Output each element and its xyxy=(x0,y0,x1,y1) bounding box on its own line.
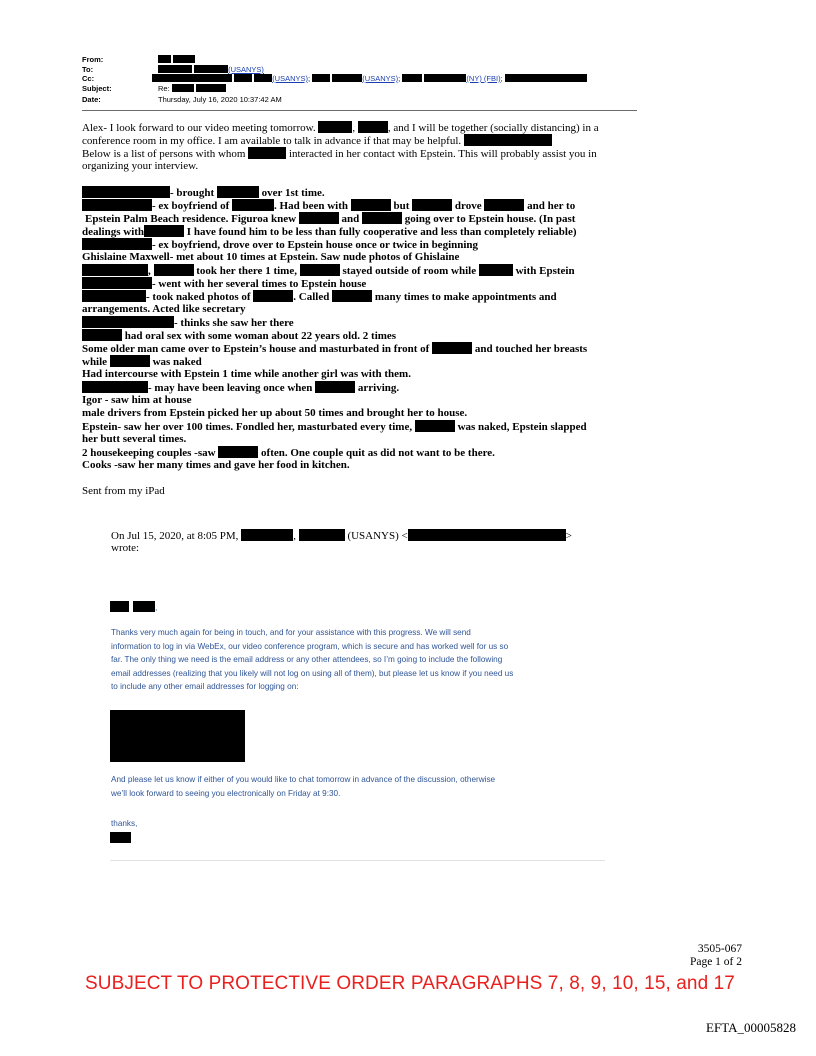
intro-line-3: Below is a list of persons with whom interacted in her contact with Epstein. This will probably assist you in xyxy=(82,148,597,160)
date-value: Thursday, July 16, 2020 10:37:42 AM xyxy=(158,95,282,104)
list-item: - ex boyfriend of . Had been with but drove and her to xyxy=(82,199,575,213)
cc-link-2[interactable]: (USANYS) xyxy=(362,74,399,83)
list-item: - went with her several times to Epstein house xyxy=(82,277,366,291)
redaction xyxy=(82,199,152,211)
redaction xyxy=(253,290,293,302)
redaction xyxy=(299,529,345,541)
quoted-greeting: , xyxy=(110,597,157,615)
redaction xyxy=(82,290,146,302)
redaction xyxy=(300,264,340,276)
cc-label: Cc: xyxy=(82,74,95,83)
list-item: male drivers from Epstein picked her up about 50 times and brought her to house. xyxy=(82,407,468,419)
list-item: - took naked photos of . Called many times to make appointments and xyxy=(82,290,557,304)
redaction xyxy=(318,121,352,133)
redaction xyxy=(110,832,131,843)
page-of: Page 1 of 2 xyxy=(689,956,742,968)
redaction xyxy=(362,212,402,224)
list-item: Igor - saw him at house xyxy=(82,394,192,406)
redaction xyxy=(82,264,148,276)
redaction xyxy=(158,65,192,73)
redaction xyxy=(412,199,452,211)
from-value xyxy=(158,55,195,65)
redaction xyxy=(232,199,274,211)
page-number-block xyxy=(690,943,742,969)
redaction xyxy=(82,329,122,341)
list-item: Had intercourse with Epstein 1 time while another girl was with them. xyxy=(82,368,411,380)
redaction xyxy=(196,84,226,92)
list-item: arrangements. Acted like secretary xyxy=(82,303,246,315)
quoted-paragraph-2: And please let us know if either of you would like to chat tomorrow in advance of the discussion, otherwise we’ll look forward to seeing you electronically on Friday at 9:30. xyxy=(111,775,496,798)
date-label: Date: xyxy=(82,95,101,104)
redaction xyxy=(332,74,362,82)
redaction xyxy=(110,601,129,612)
list-item: - brought over 1st time. xyxy=(82,186,325,200)
quoted-paragraph-1: Thanks very much again for being in touch, and for your assistance with this progress. We will send information to log in via WebEx, our video conference program, which is secure and has worked well for us so far. The only thing we need is the email address or any other attendees, so I’m going to include the following email addresses (realizing that you likely will not log on using all of them), but please let us know if you need us to include any other email addresses for logging on: xyxy=(111,628,514,692)
redaction xyxy=(234,74,252,82)
subject-prefix: Re: xyxy=(158,84,170,93)
redaction xyxy=(82,381,148,393)
list-item: had oral sex with some woman about 22 years old. 2 times xyxy=(82,329,396,343)
list-item: Cooks -saw her many times and gave her food in kitchen. xyxy=(82,459,350,471)
redaction xyxy=(432,342,472,354)
redaction xyxy=(424,74,446,82)
to-label: To: xyxy=(82,65,94,74)
bates-number: EFTA_00005828 xyxy=(706,1020,796,1035)
subject-value xyxy=(158,84,226,94)
redaction xyxy=(173,55,195,63)
redaction xyxy=(82,277,110,289)
redaction xyxy=(133,601,155,612)
cc-value[interactable]: (USANYS); (USANYS); (NY) (FBI); xyxy=(152,74,587,84)
redaction xyxy=(479,264,513,276)
list-item: - ex boyfriend, drove over to Epstein house once or twice in beginning xyxy=(82,238,478,252)
redaction xyxy=(332,290,372,302)
redaction xyxy=(218,446,258,458)
quoted-attribution: On Jul 15, 2020, at 8:05 PM, , (USANYS) < > xyxy=(111,530,572,542)
redaction-block xyxy=(110,710,245,762)
subject-label: Subject: xyxy=(82,84,112,93)
list-item: Some older man came over to Epstein’s house and masturbated in front of and touched her breasts xyxy=(82,343,588,355)
doc-number: 3505-067 xyxy=(697,943,742,955)
quoted-thanks: thanks, xyxy=(111,819,138,828)
redaction xyxy=(241,529,293,541)
redaction xyxy=(152,74,232,82)
header-divider xyxy=(82,110,637,111)
list-item: - thinks she saw her there xyxy=(82,316,294,330)
sent-from: Sent from my iPad xyxy=(82,485,165,497)
list-item: dealings with I have found him to be less than fully cooperative and less than completely reliable) xyxy=(82,226,577,238)
redaction xyxy=(154,264,194,276)
redaction xyxy=(464,134,552,146)
redaction xyxy=(315,381,355,393)
list-item: Epstein- saw her over 100 times. Fondled her, masturbated every time, was naked, Epstein slapped xyxy=(82,421,587,433)
redaction xyxy=(254,74,272,82)
redaction xyxy=(144,225,184,237)
list-item: - may have been leaving once when arriving. xyxy=(82,381,399,395)
redaction xyxy=(351,199,391,211)
redaction xyxy=(217,186,259,198)
redaction xyxy=(158,55,171,63)
redaction xyxy=(82,316,174,328)
redaction xyxy=(415,420,455,432)
intro-line-1: Alex- I look forward to our video meeting tomorrow. , , and I will be together (socially distancing) in a xyxy=(82,122,599,134)
protective-order-notice: SUBJECT TO PROTECTIVE ORDER PARAGRAPHS 7, 8, 9, 10, 15, and 17 xyxy=(85,973,735,994)
redaction xyxy=(402,74,422,82)
list-item: Ghislaine Maxwell- met about 10 times at Epstein. Saw nude photos of Ghislaine xyxy=(82,251,460,263)
list-item: while was naked xyxy=(82,356,202,368)
cc-link-1[interactable]: (USANYS) xyxy=(272,74,309,83)
redaction xyxy=(446,74,466,82)
quoted-divider xyxy=(110,860,605,861)
redaction xyxy=(172,84,194,92)
redaction xyxy=(312,74,330,82)
list-item: Epstein Palm Beach residence. Figuroa knew and going over to Epstein house. (In past xyxy=(85,213,576,225)
intro-line-4: organizing your interview. xyxy=(82,160,199,172)
to-link[interactable]: (USANYS) xyxy=(228,65,264,74)
quoted-wrote: wrote: xyxy=(111,542,140,554)
redaction xyxy=(248,147,286,159)
intro-line-2: conference room in my office. I am available to talk in advance if that may be helpful. xyxy=(82,134,552,148)
list-item: her butt several times. xyxy=(82,433,187,445)
redaction xyxy=(194,65,228,73)
redaction xyxy=(484,199,524,211)
from-label: From: xyxy=(82,55,104,64)
list-item: 2 housekeeping couples -saw often. One couple quit as did not want to be there. xyxy=(82,447,495,459)
redaction xyxy=(110,355,150,367)
redaction xyxy=(82,186,170,198)
redaction xyxy=(82,238,152,250)
list-item: , took her there 1 time, stayed outside of room while with Epstein xyxy=(82,264,575,278)
redaction xyxy=(408,529,566,541)
redaction xyxy=(299,212,339,224)
redaction xyxy=(358,121,388,133)
redaction xyxy=(505,74,587,82)
cc-link-3[interactable]: (NY) (FBI) xyxy=(466,74,501,83)
redaction xyxy=(110,277,152,289)
